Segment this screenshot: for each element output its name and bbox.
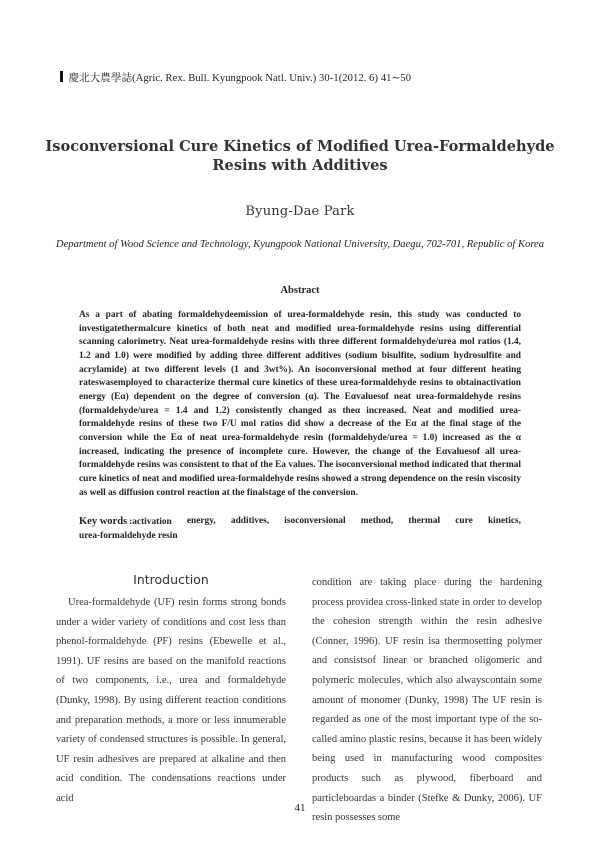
keyword-item: method, xyxy=(360,516,394,526)
keyword-item: isoconversional xyxy=(284,516,346,526)
introduction-heading: Introduction xyxy=(133,572,209,587)
keywords-separator: : xyxy=(129,517,133,527)
keywords-line-2: urea-formaldehyde resin xyxy=(79,530,178,541)
title-line-1: Isoconversional Cure Kinetics of Modified Urea-Formaldehyde xyxy=(45,138,555,155)
keyword-item: thermal xyxy=(408,516,441,526)
keywords-label-group xyxy=(79,515,172,530)
keyword-item: cure xyxy=(455,516,473,526)
author-name: Byung-Dae Park xyxy=(245,204,355,219)
header-bar-mark xyxy=(60,71,63,82)
citation-text: 慶北大農學誌(Agric. Rex. Bull. Kyungpook Natl. Univ.) 30-1(2012. 6) 41∼50 xyxy=(68,73,412,84)
paper-title xyxy=(40,137,560,175)
keywords-label: Key words xyxy=(79,516,128,527)
introduction-paragraph-left: Urea-formaldehyde (UF) resin forms strong bonds under a wider variety of conditions and cost less than phenol-formaldehyde (PF) resins (Ebewelle et al., 1991). UF resins are based on the manifold reactions of two components, i.e., urea and formaldehyde (Dunky, 1998). By using different reaction conditions and preparation methods, a more or less innumerable variety of condensed structures is possible. In general, UF resin adhesives are prepared at alkaline and then acid condition. The condensations reactions under acid xyxy=(56,597,286,804)
title-line-2: Resins with Additives xyxy=(212,157,388,174)
keyword-item: kinetics, xyxy=(487,516,521,526)
keywords-block xyxy=(79,515,521,543)
abstract-heading: Abstract xyxy=(280,285,320,296)
page-number: 41 xyxy=(294,802,306,814)
keyword-item: additives, xyxy=(230,516,270,526)
introduction-paragraph-right: condition are taking place during the hardening process providea cross-linked state in order to develop the cohesion strength within the resin adhesive (Conner, 1996). UF resin isa thermosetting polymer and consistsof linear or branched oligomeric and polymeric molecules, which also alwayscontain some amount of monomer (Dunky, 1998) The UF resin is regarded as one of the most important type of the so-called amino plastic resins, because it has been widely being used in manufacturing wood composites products such as plywood, fiberboard and particleboardas a binder (Stefke & Dunky, 2006). UF resin possesses some xyxy=(312,577,542,824)
journal-citation xyxy=(60,70,411,85)
keyword-item: activation xyxy=(132,517,172,527)
author-affiliation: Department of Wood Science and Technology, Kyungpook National University, Daegu, 702-701, Republic of Korea xyxy=(55,239,545,250)
keyword-item: energy, xyxy=(186,516,216,526)
abstract-body: As a part of abating formaldehydeemission of urea-formaldehyde resin, this study was conducted to investigatethermalcure kinetics of both neat and modified urea-formaldehyde resins using differential scanning calorimetry. Neat urea-formaldehyde resins with three different formaldehyde/urea mol ratios (1.4, 1.2 and 1.0) were modified by adding three different additives (sodium bisulfite, sodium hydrosulfite and acrylamide) at two different levels (1 and 3wt%). An isoconversional method at four different heating rateswasemployed to characterize thermal cure kinetics of these urea-formaldehyde resins to obtainactivation energy (Eα) dependent on the degree of conversion (α). The Eαvaluesof neat urea-formaldehyde resins (formaldehyde/urea = 1.4 and 1.2) consistently changed as theα increased. Neat and modified urea-formaldehyde resins of these two F/U mol ratios did show a decrease of the Eα at the final stage of the conversion while the Eα of neat urea-formaldehyde resin (formaldehyde/urea = 1.0) increased as the α increased, indicating the presence of incomplete cure. However, the change of the Eαvaluesof all urea-formaldehyde resins was consistent to that of the Ea values. The isoconversional method indicated that thermal cure kinetics of neat and modified urea-formaldehyde resins showed a strong dependence on the resin viscosity as well as diffusion control reaction at the finalstage of the conversion. xyxy=(79,310,521,498)
body-right-column xyxy=(312,573,542,828)
keywords-line-1 xyxy=(79,515,521,530)
body-left-column xyxy=(56,573,286,809)
